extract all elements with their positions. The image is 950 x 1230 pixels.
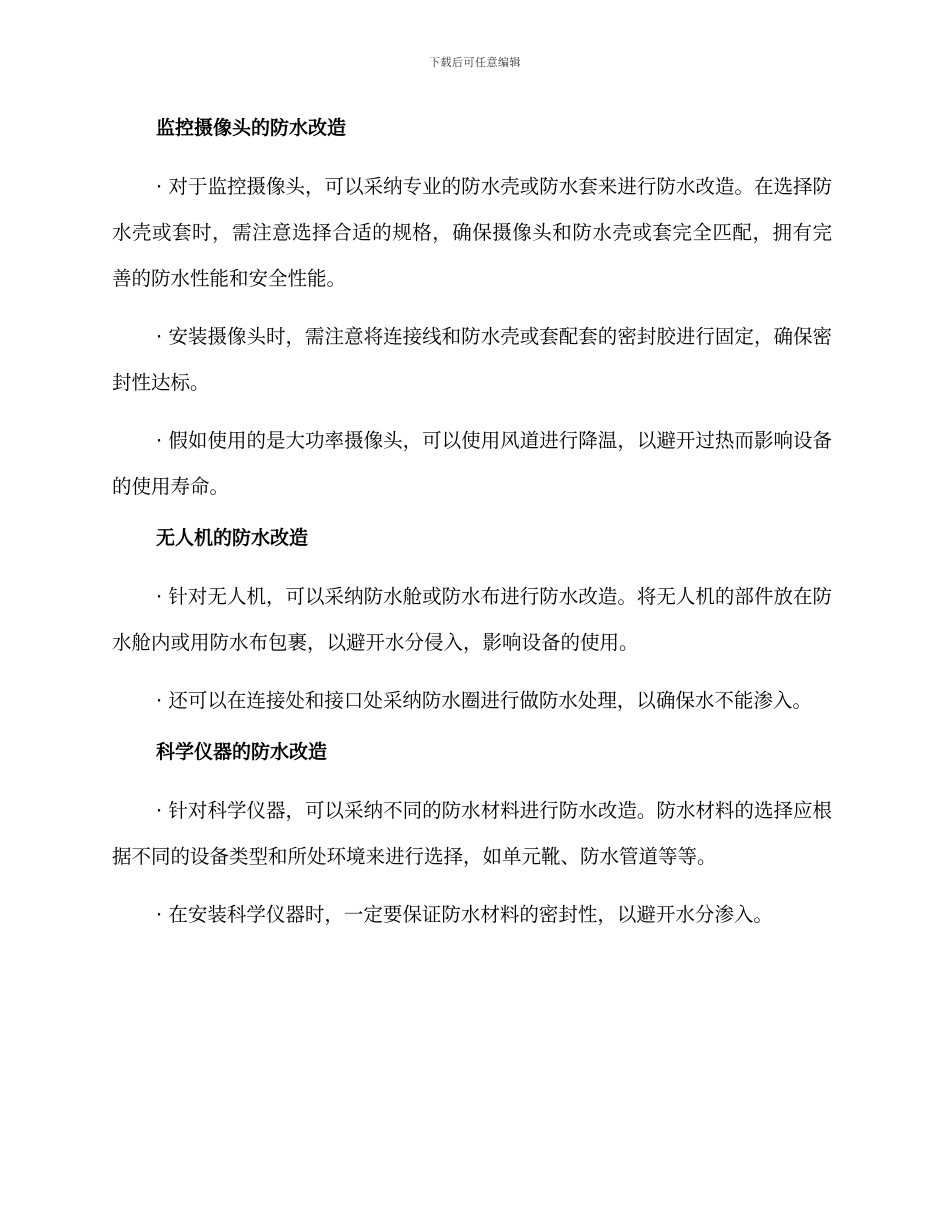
paragraph: · 在安装科学仪器时，一定要保证防水材料的密封性，以避开水分渗入。	[156, 903, 773, 926]
paragraph: · 还可以在连接处和接口处采纳防水圈进行做防水处理，以确保水不能渗入。	[156, 689, 812, 712]
paragraph: · 对于监控摄像头，可以采纳专业的防水壳或防水套来进行防水改造。在选择防水壳或套时，需注意选择合适的规格，确保摄像头和防水壳或套完全匹配，拥有完善的防水性能和安全性能。	[112, 175, 832, 290]
paragraph: · 假如使用的是大功率摄像头，可以使用风道进行降温，以避开过热而影响设备的使用寿命。	[112, 429, 832, 498]
document-body	[112, 112, 832, 950]
section-heading: 监控摄像头的防水改造	[156, 117, 347, 139]
section-heading: 科学仪器的防水改造	[156, 741, 328, 763]
paragraph: · 安装摄像头时，需注意将连接线和防水壳或套配套的密封胶进行固定，确保密封性达标。	[112, 325, 832, 394]
page-header-note: 下载后可任意编辑	[429, 56, 521, 69]
section-heading: 无人机的防水改造	[156, 527, 309, 549]
section-drone	[112, 522, 832, 724]
section-instrument	[112, 736, 832, 938]
paragraph: · 针对科学仪器，可以采纳不同的防水材料进行防水改造。防水材料的选择应根据不同的设备类型和所处环境来进行选择，如单元靴、防水管道等等。	[112, 799, 832, 868]
paragraph: · 针对无人机，可以采纳防水舱或防水布进行防水改造。将无人机的部件放在防水舱内或用防水布包裹，以避开水分侵入，影响设备的使用。	[112, 585, 832, 654]
section-camera	[112, 112, 832, 510]
